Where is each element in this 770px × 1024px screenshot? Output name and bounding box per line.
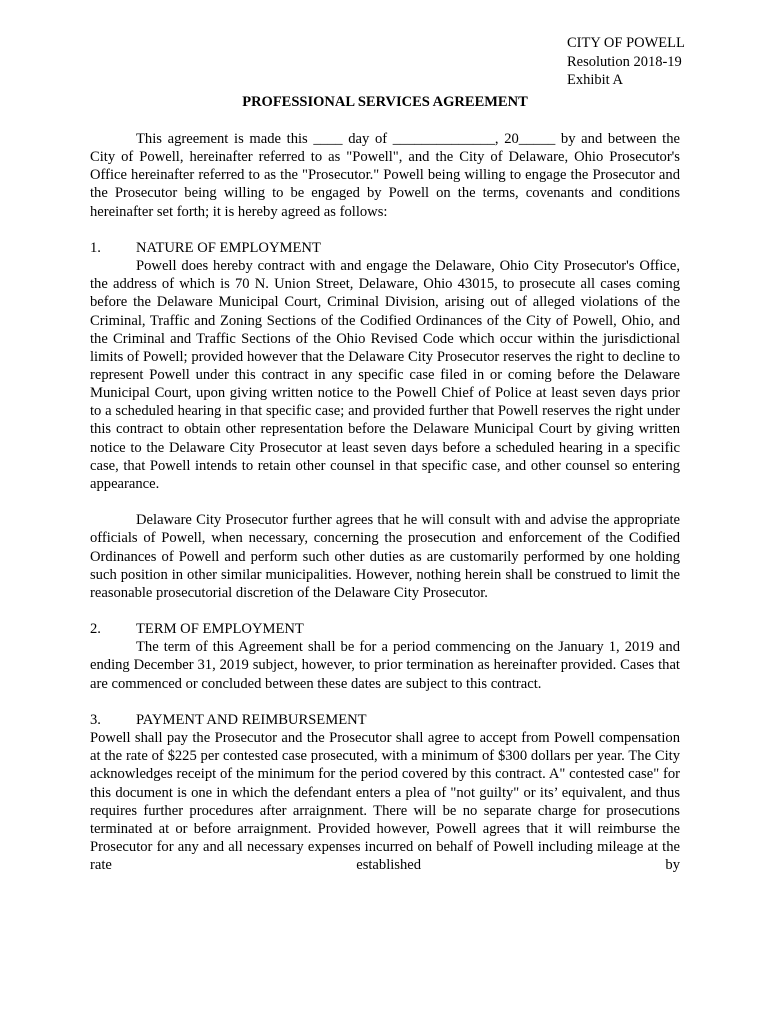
document-title: PROFESSIONAL SERVICES AGREEMENT: [242, 94, 528, 110]
section-1-heading: [90, 239, 680, 257]
section-2-heading: [90, 620, 680, 638]
document-header: [567, 34, 685, 90]
header-exhibit: Exhibit A: [567, 72, 623, 88]
section-2-number: 2.: [90, 621, 101, 638]
section-3-number: 3.: [90, 711, 101, 728]
section-1-paragraph-1: Powell does hereby contract with and engage the Delaware, Ohio City Prosecutor's Office, the address of which is 70 N. Union Street, Delaware, Ohio 43015, to prosecute all cases coming before the Delaware Municipal Court, Criminal Division, arising out of alleged violations of the Criminal, Traffic and Zoning Sections of the Codified Ordinances of the City of Powell, Ohio, and the Criminal and Traffic Sections of the Ohio Revised Code which occur within the jurisdictional limits of Powell; provided however that the Delaware City Prosecutor reserves the right to decline to represent Powell under this contract in any specific case filed in or coming before the Delaware Municipal Court, upon giving written notice to the Powell Chief of Police at least seven days prior to a scheduled hearing in that specific case; and provided further that Powell reserves the right under this contract to obtain other representation before the Delaware Municipal Court by giving written notice to the Delaware City Prosecutor at least seven days before a scheduled hearing in a specific case, that Powell intends to retain other counsel in that specific case, and other counsel so entering appearance.: [90, 258, 680, 492]
header-resolution: Resolution 2018-19: [567, 53, 682, 70]
section-2-paragraph-1: The term of this Agreement shall be for a period commencing on the January 1, 2019 and ending December 31, 2019 subject, however, to prior termination as hereinafter provided. Cases that are commenced or concluded between these dates are subject to this contract.: [90, 639, 680, 692]
section-3-paragraph-1: Powell shall pay the Prosecutor and the Prosecutor shall agree to accept from Powell compensation at the rate of $225 per contested case prosecuted, with a minimum of $300 dollars per year. The City acknowledges receipt of the minimum for the period covered by this contract. A" contested case" for this document is one in which the defendant enters a plea of "not guilty" or its’ equivalent, and thus requires further procedures after arraignment. There will be no separate charge for prosecutions terminated at or before arraignment. Provided however, Powell agrees that it will reimburse the Prosecutor for any and all necessary expenses incurred on behalf of Powell including mileage at the rate established by: [90, 730, 680, 874]
section-3-title: PAYMENT AND REIMBURSEMENT: [136, 711, 367, 728]
intro-paragraph: This agreement is made this ____ day of ______________, 20_____ by and between the City of Powell, hereinafter referred to as "Powell", and the City of Delaware, Ohio Prosecutor's Office hereinafter referred to as the "Prosecutor." Powell being willing to engage the Prosecutor and the Prosecutor being willing to be engaged by Powell on the terms, covenants and conditions hereinafter set forth; it is hereby agreed as follows:: [90, 131, 680, 220]
header-city: CITY OF POWELL: [567, 35, 685, 51]
section-1-number: 1.: [90, 239, 101, 256]
section-2-title: TERM OF EMPLOYMENT: [136, 621, 304, 638]
section-3-heading: [90, 711, 680, 729]
section-1-title: NATURE OF EMPLOYMENT: [136, 239, 321, 256]
document-body: [90, 130, 680, 874]
section-1-paragraph-2: Delaware City Prosecutor further agrees that he will consult with and advise the appropriate officials of Powell, when necessary, concerning the prosecution and enforcement of the Codified Ordinances of Powell and perform such other duties as are customarily performed by one holding such position in other similar municipalities. However, nothing herein shall be construed to limit the reasonable prosecutorial discretion of the Delaware City Prosecutor.: [90, 512, 680, 601]
